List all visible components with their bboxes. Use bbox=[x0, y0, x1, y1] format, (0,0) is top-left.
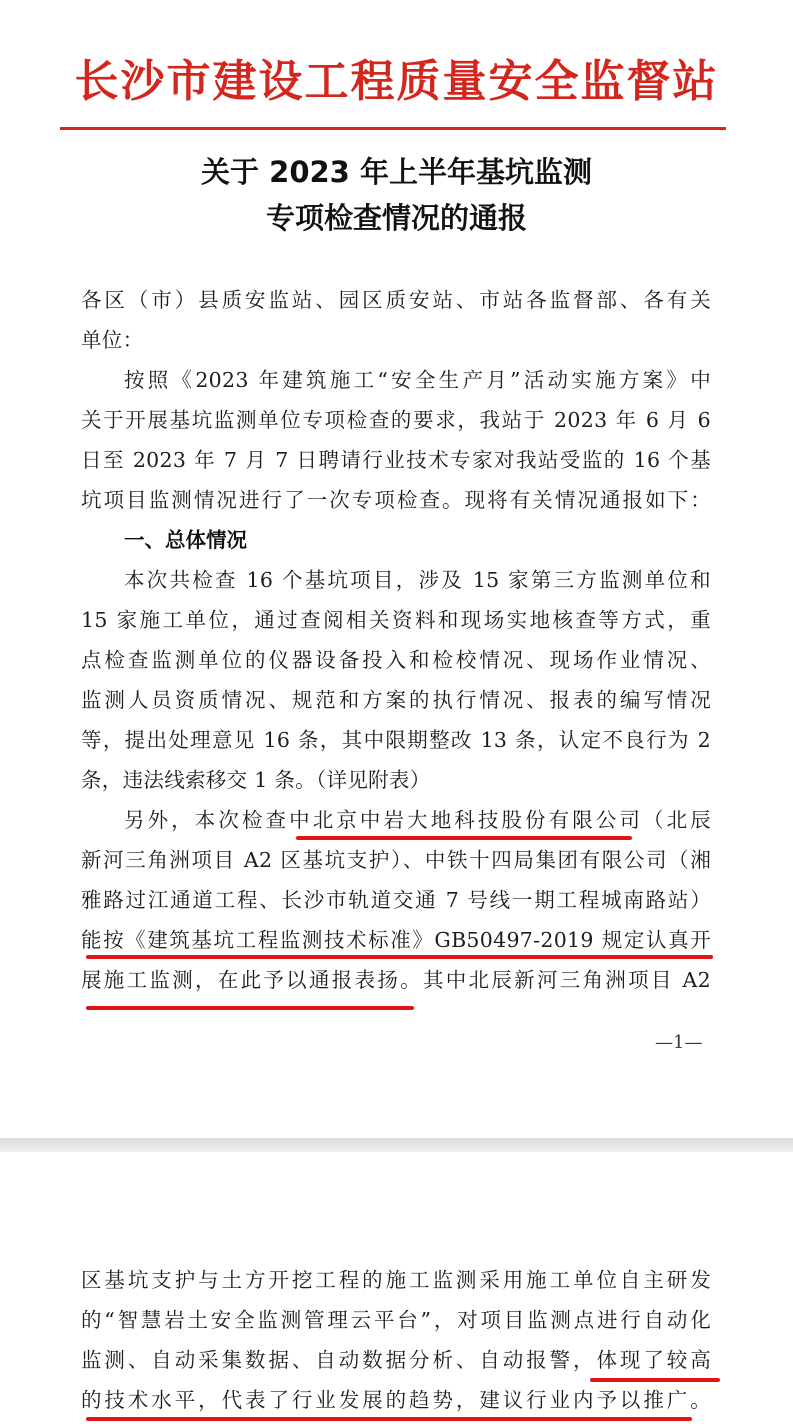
paragraph-line: 监测、自动采集数据、自动数据分析、自动报警，体现了较高 bbox=[81, 1348, 711, 1372]
paragraph-line: 15 家施工单位，通过查阅相关资料和现场实地核查等方式，重 bbox=[81, 608, 711, 632]
document-title-line-2: 专项检查情况的通报 bbox=[265, 201, 527, 235]
paragraph-line: 各区（市）县质安监站、园区质安站、市站各监督部、各有关 bbox=[81, 288, 711, 312]
paragraph-line: 雅路过江通道工程、长沙市轨道交通 7 号线一期工程城南路站） bbox=[81, 888, 711, 912]
paragraph-line: 按照《2023 年建筑施工“安全生产月”活动实施方案》中 bbox=[124, 368, 711, 392]
red-underline-mark bbox=[86, 955, 713, 959]
red-underline-mark bbox=[296, 836, 632, 840]
document-page-2 bbox=[0, 1152, 793, 1424]
header-red-rule bbox=[60, 127, 726, 130]
paragraph-line: 条，违法线索移交 1 条。（详见附表） bbox=[81, 768, 431, 792]
paragraph-line: 坑项目监测情况进行了一次专项检查。现将有关情况通报如下： bbox=[81, 488, 711, 512]
red-underline-mark bbox=[86, 1417, 692, 1421]
paragraph-line: 单位： bbox=[81, 328, 144, 352]
paragraph-line: 点检查监测单位的仪器设备投入和检校情况、现场作业情况、 bbox=[81, 648, 711, 672]
red-underline-mark bbox=[86, 1006, 414, 1010]
paragraph-line: 关于开展基坑监测单位专项检查的要求，我站于 2023 年 6 月 6 bbox=[81, 408, 711, 432]
paragraph-line: 监测人员资质情况、规范和方案的执行情况、报表的编写情况 bbox=[81, 688, 711, 712]
page-number: —1— bbox=[655, 1032, 703, 1053]
paragraph-line: 日至 2023 年 7 月 7 日聘请行业技术专家对我站受监的 16 个基 bbox=[81, 448, 711, 472]
page-separator bbox=[0, 1138, 793, 1152]
paragraph-line: 本次共检查 16 个基坑项目，涉及 15 家第三方监测单位和 bbox=[124, 568, 711, 592]
paragraph-line: 的“智慧岩土安全监测管理云平台”，对项目监测点进行自动化 bbox=[81, 1308, 711, 1332]
paragraph-line: 另外，本次检查中北京中岩大地科技股份有限公司（北辰 bbox=[124, 808, 711, 832]
paragraph-line: 等，提出处理意见 16 条，其中限期整改 13 条，认定不良行为 2 bbox=[81, 728, 711, 752]
paragraph-line: 区基坑支护与土方开挖工程的施工监测采用施工单位自主研发 bbox=[81, 1268, 711, 1292]
paragraph-line: 能按《建筑基坑工程监测技术标准》GB50497-2019 规定认真开 bbox=[81, 928, 711, 952]
document-title-line-1: 关于 2023 年上半年基坑监测 bbox=[201, 155, 592, 189]
section-heading: 一、总体情况 bbox=[124, 528, 247, 552]
paragraph-line: 新河三角洲项目 A2 区基坑支护）、中铁十四局集团有限公司（湘 bbox=[81, 848, 711, 872]
red-underline-mark bbox=[590, 1378, 720, 1382]
paragraph-line: 的技术水平，代表了行业发展的趋势，建议行业内予以推广。 bbox=[81, 1388, 711, 1412]
paragraph-line: 展施工监测，在此予以通报表扬。其中北辰新河三角洲项目 A2 bbox=[81, 968, 711, 992]
issuing-organization-header: 长沙市建设工程质量安全监督站 bbox=[74, 56, 719, 107]
